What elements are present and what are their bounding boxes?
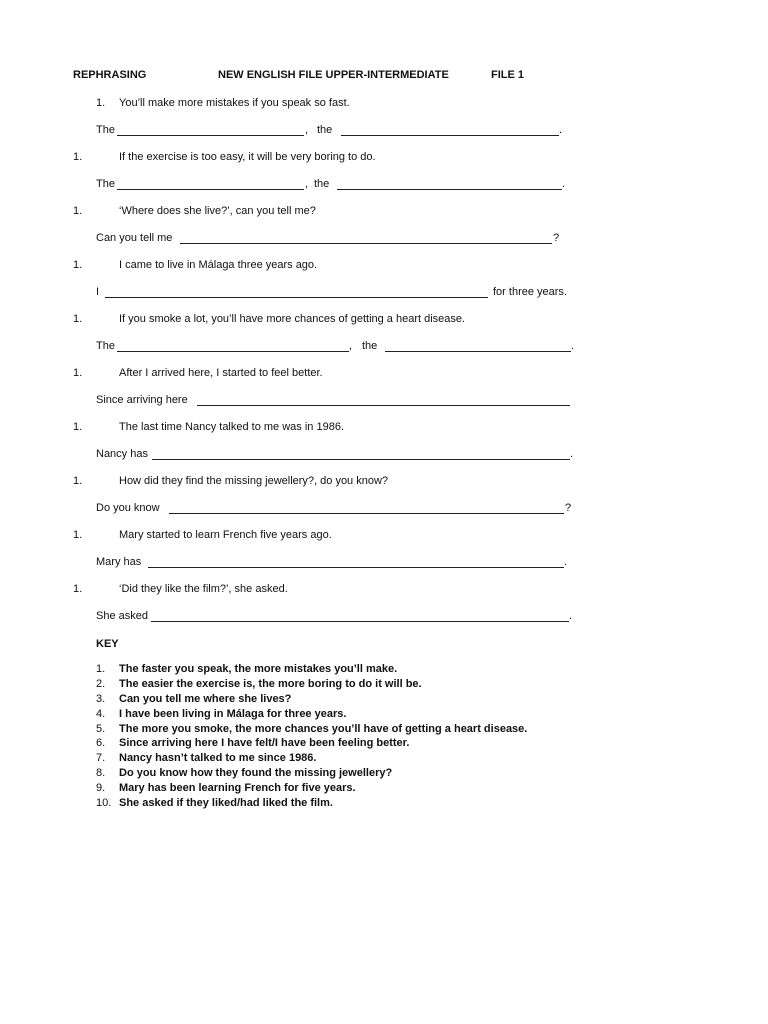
exercise-number: 1. [73,475,83,487]
answer-blank [197,405,570,406]
answer-line [96,124,586,138]
exercise-number: 1. [73,205,83,217]
answer-end: . [571,340,575,352]
key-item [96,737,576,752]
exercise-text: The last time Nancy talked to me was in 1986. [119,421,344,433]
answer-lead: Nancy has [96,448,148,460]
answer-end: . [570,448,574,460]
answer-line [96,286,586,300]
answer-blank [148,567,564,568]
key-item [96,678,576,693]
document-header [73,69,533,83]
exercise-number: 1. [73,313,83,325]
exercise-number: 1. [73,583,83,595]
key-number: 3. [96,692,106,705]
answer-blank [117,135,304,136]
key-answer: Since arriving here I have felt/I have been feeling better. [119,737,410,750]
answer-lead: Can you tell me [96,232,173,244]
answer-end: for three years. [493,286,567,298]
key-item [96,693,576,708]
key-number: 4. [96,707,106,720]
answer-mid: the [317,124,333,136]
answer-blank [180,243,552,244]
key-title: KEY [96,638,119,650]
exercise-text: If you smoke a lot, you’ll have more chances of getting a heart disease. [119,313,466,325]
answer-comma: , [305,124,309,136]
key-answer: Mary has been learning French for five years. [119,782,356,795]
exercise-number: 1. [73,259,83,271]
key-number: 8. [96,767,106,780]
key-number: 5. [96,722,106,735]
exercise-text: You’ll make more mistakes if you speak so fast. [119,97,350,109]
key-number: 1. [96,663,106,675]
key-number: 10. [96,797,112,810]
exercise-number: 1. [73,421,83,433]
answer-lead: Mary has [96,556,142,568]
answer-line [96,610,586,624]
key-item [96,797,576,812]
exercise-text: How did they find the missing jewellery?, do you know? [119,475,389,487]
key-item [96,782,576,797]
key-number: 6. [96,737,106,750]
exercise-prompt [0,259,768,273]
answer-lead: I [96,286,100,298]
exercise-number: 1. [96,97,106,109]
answer-blank [337,189,562,190]
answer-blank [117,189,304,190]
answer-line [96,178,586,192]
answer-lead: The [96,340,115,352]
answer-mid: the [362,340,378,352]
answer-lead: She asked [96,610,148,622]
key-answer: She asked if they liked/had liked the film. [119,797,333,810]
answer-comma: , [349,340,353,352]
header-course: NEW ENGLISH FILE UPPER-INTERMEDIATE [218,69,449,81]
answer-end: . [569,610,573,622]
exercise-number: 1. [73,151,83,163]
exercise-prompt [0,313,768,327]
answer-comma: , [305,178,309,190]
answer-line [96,394,586,408]
answer-end: . [559,124,563,136]
key-number: 9. [96,782,106,795]
key-answer: Can you tell me where she lives? [119,692,292,705]
exercise-prompt [0,205,768,219]
exercise-text: After I arrived here, I started to feel better. [119,367,323,379]
answer-lead: Since arriving here [96,394,188,406]
answer-lead: The [96,124,115,136]
exercise-prompt [0,529,768,543]
answer-line [96,232,586,246]
key-answer: Nancy hasn’t talked to me since 1986. [119,752,317,765]
key-item [96,767,576,782]
exercise-text: ‘Did they like the film?’, she asked. [119,583,288,595]
answer-blank [385,351,571,352]
key-number: 7. [96,752,106,765]
exercise-number: 1. [73,367,83,379]
exercise-prompt [0,97,768,111]
exercise-prompt [0,475,768,489]
answer-blank [151,621,569,622]
key-answer: The easier the exercise is, the more boring to do it will be. [119,677,422,690]
exercise-text: If the exercise is too easy, it will be very boring to do. [119,151,376,163]
answer-blank [169,513,564,514]
key-list [96,663,576,812]
answer-end: . [562,178,566,190]
exercise-text: ‘Where does she live?’, can you tell me? [119,205,316,217]
key-item [96,708,576,723]
answer-line [96,502,586,516]
answer-end: ? [553,232,560,244]
key-answer: Do you know how they found the missing jewellery? [119,767,393,780]
answer-blank [105,297,488,298]
answer-line [96,448,586,462]
answer-line [96,340,586,354]
answer-blank [341,135,559,136]
header-title: REPHRASING [73,69,147,81]
key-item [96,752,576,767]
key-answer: The more you smoke, the more chances you’ll have of getting a heart disease. [119,722,528,735]
exercise-prompt [0,367,768,381]
exercise-number: 1. [73,529,83,541]
answer-end: ? [565,502,572,514]
exercise-text: Mary started to learn French five years ago. [119,529,332,541]
answer-end: . [564,556,568,568]
answer-mid: the [314,178,330,190]
header-file: FILE 1 [491,69,525,81]
key-number: 2. [96,677,106,690]
exercise-prompt [0,151,768,165]
exercise-prompt [0,583,768,597]
key-answer: The faster you speak, the more mistakes you’ll make. [119,663,398,675]
exercise-text: I came to live in Málaga three years ago. [119,259,318,271]
key-item [96,723,576,738]
answer-lead: The [96,178,115,190]
answer-line [96,556,586,570]
key-item [96,663,576,678]
exercise-prompt [0,421,768,435]
answer-blank [117,351,349,352]
answer-lead: Do you know [96,502,160,514]
answer-blank [152,459,570,460]
key-answer: I have been living in Málaga for three years. [119,707,347,720]
